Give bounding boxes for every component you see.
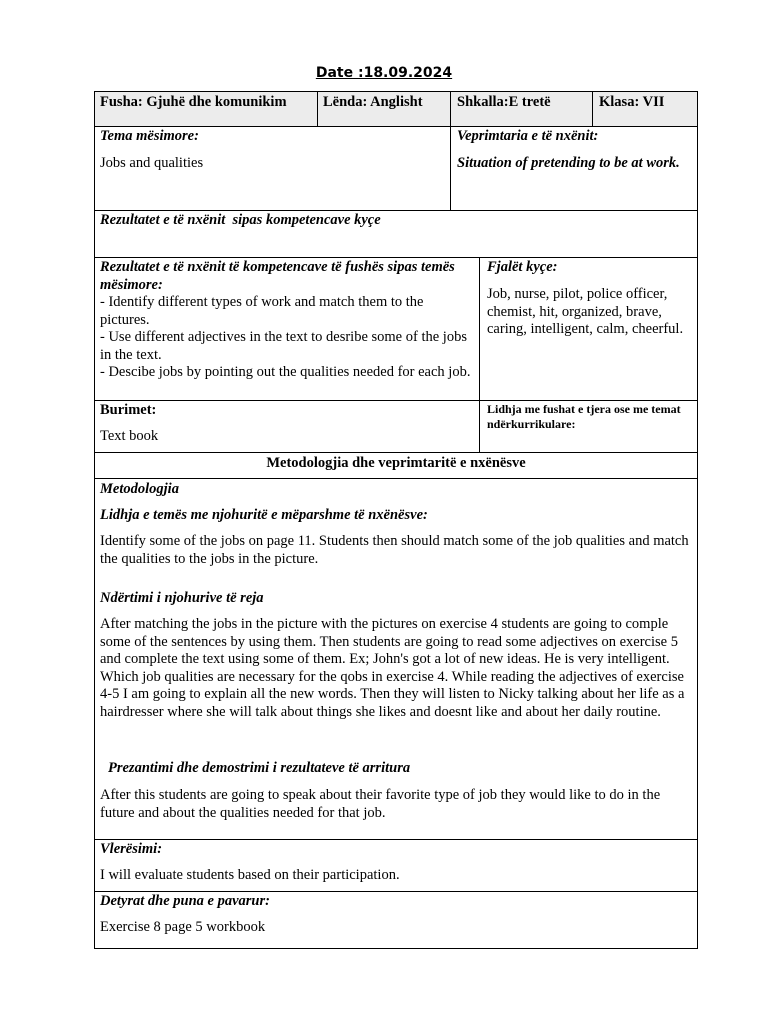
klasa-label: Klasa: VII: [599, 94, 665, 110]
shkalla-label: Shkalla:E tretë: [457, 94, 551, 110]
veprimtaria-cell: [450, 126, 698, 211]
header-shkalla-cell: [450, 91, 593, 127]
lesson-date: Date :18.09.2024: [315, 65, 453, 81]
tema-cell: [94, 126, 451, 211]
rezultatet-item: - Descibe jobs by pointing out the qualities needed for each job.: [100, 364, 471, 380]
metodologjia-body-cell: [94, 478, 698, 840]
vleresimi-label: Vlerësimi:: [100, 841, 163, 857]
rezultatet-kyce-cell: [94, 210, 698, 258]
lidhja-njohurite-label: Lidhja e temës me njohuritë e mëparshme të nxënësve:: [100, 507, 428, 523]
tema-value: Jobs and qualities: [100, 155, 204, 171]
lidhja-fushat-label: Lidhja me fushat e tjera ose me temat ndërkurrikulare:: [487, 402, 681, 431]
burimet-value: Text book: [100, 428, 159, 444]
rezultatet-item: - Identify different types of work and match them to the pictures.: [100, 294, 424, 328]
rezultatet-fushes-label: Rezultatet e të nxënit të kompetencave të fushës sipas temës mësimore:: [100, 259, 455, 293]
detyrat-cell: [94, 891, 698, 949]
veprimtaria-label: Veprimtaria e të nxënit:: [457, 128, 599, 144]
lidhja-njohurite-text: Identify some of the jobs on page 11. Students then should match some of the job qualities and match the qualities to the jobs in the picture.: [100, 533, 689, 567]
rezultatet-fushes-cell: [94, 257, 480, 401]
header-lenda-cell: [317, 91, 451, 127]
rezultatet-fushes-content: [100, 259, 475, 382]
rezultatet-kyce-label: Rezultatet e të nxënit sipas kompetencave kyçe: [100, 212, 381, 228]
header-klasa-cell: [592, 91, 698, 127]
detyrat-label: Detyrat dhe puna e pavarur:: [100, 893, 270, 909]
metodologjia-title: Metodologjia dhe veprimtaritë e nxënësve: [266, 455, 526, 471]
fjalet-label: Fjalët kyçe:: [487, 259, 558, 275]
metodologjia-title-cell: [94, 452, 698, 479]
detyrat-value: Exercise 8 page 5 workbook: [100, 919, 266, 935]
burimet-label: Burimet:: [100, 402, 157, 418]
veprimtaria-value: Situation of pretending to be at work.: [457, 155, 680, 171]
prezantimi-text: After this students are going to speak about their favorite type of job they would like to do in the future and about the qualities needed for that job.: [100, 787, 661, 821]
burimet-cell: [94, 400, 480, 453]
lenda-label: Lënda: Anglisht: [323, 94, 423, 110]
prezantimi-label: Prezantimi dhe demostrimi i rezultateve të arritura: [108, 760, 411, 776]
ndertimi-label: Ndërtimi i njohurive të reja: [100, 590, 264, 606]
vleresimi-value: I will evaluate students based on their participation.: [100, 867, 400, 883]
vleresimi-cell: [94, 839, 698, 892]
fjalet-value: Job, nurse, pilot, police officer, chemist, hit, organized, brave, caring, intelligent, calm, cheerful.: [487, 286, 684, 337]
header-fusha-cell: [94, 91, 318, 127]
fusha-label: Fusha: Gjuhë dhe komunikim: [100, 94, 287, 110]
rezultatet-item: - Use different adjectives in the text to desribe some of the jobs in the text.: [100, 329, 467, 363]
tema-label: Tema mësimore:: [100, 128, 199, 144]
metodologjia-label: Metodologjia: [100, 481, 179, 497]
fjalet-cell: [479, 257, 698, 401]
lidhja-fushat-cell: [479, 400, 698, 453]
ndertimi-text: After matching the jobs in the picture with the pictures on exercise 4 students are going to comple some of the sentences by using them. Then students are going to read some adjectives on exercise 5 and complete the text using some of them. Ex; John's got a lot of new ideas. He is very intelligent. Which job qualities are necessary for the qobs in exercise 4. While reading the adjectives of exercise 4-5 I am going to explain all the new words. Then they will listen to Nicky talking about her life as a hairdresser where she will talk about things she likes and doesnt like and about her daily routine.: [100, 616, 685, 720]
